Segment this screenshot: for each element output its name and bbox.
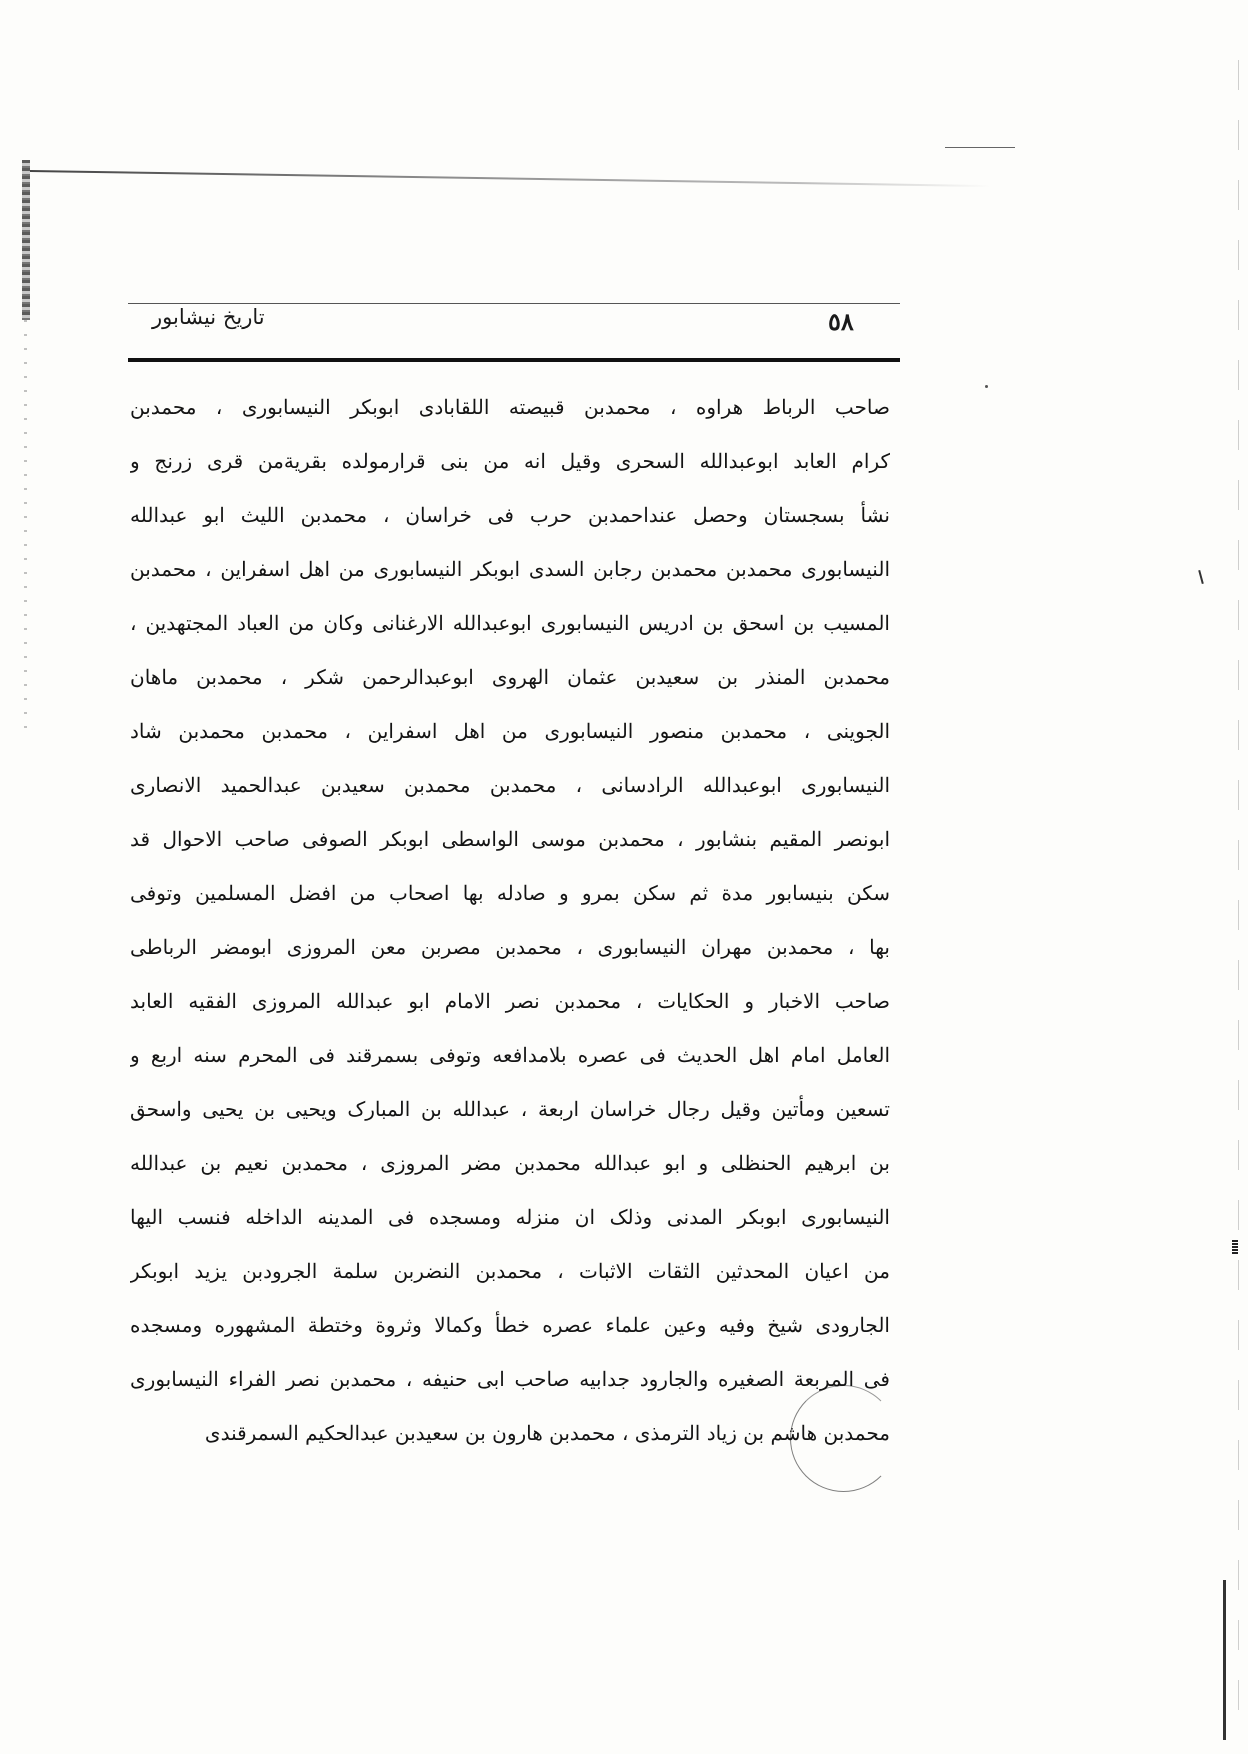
- text-line: تسعین ومأتین وقیل رجال خراسان اربعة ، عبدالله بن المبارک ویحیی بن یحیی واسحق: [130, 1097, 890, 1121]
- text-line: النیسابوری محمدبن محمدبن رجابن السدی ابوبکر النیسابوری من اهل اسفراین ، محمدبن: [130, 557, 890, 581]
- scan-shadow-line: [30, 170, 990, 187]
- scan-stray-dot: [985, 385, 988, 388]
- scan-right-edge-mark: [1232, 1240, 1238, 1254]
- text-line: صاحب الرباط هراوه ، محمدبن قبیصته اللقابادی ابوبکر النیسابوری ، محمدبن: [130, 395, 890, 419]
- scan-binding-edge: [22, 160, 30, 320]
- scan-binding-edge-tail: [24, 320, 27, 740]
- text-line: فی المربعة الصغیره والجارود جدابیه صاحب ابی حنیفه ، محمدبن نصر الفراء النیسابوری: [130, 1367, 890, 1391]
- text-line: الجوینی ، محمدبن منصور النیسابوری من اهل اسفراین ، محمدبن محمدبن شاد: [130, 719, 890, 743]
- text-line: محمدبن هاشم بن زیاد الترمذی ، محمدبن هارون بن سعیدبن عبدالحکیم السمرقندی: [204, 1421, 890, 1445]
- scan-corner-line: [945, 147, 1015, 148]
- page-header: [128, 295, 900, 365]
- header-rule: [128, 358, 900, 362]
- text-line: کرام العابد ابوعبدالله السحری وقیل انه من بنی قرارمولده بقریةمن قری زرنج و: [130, 449, 890, 473]
- scan-stray-mark: [1198, 570, 1204, 584]
- page-number: ٥٨: [828, 307, 854, 336]
- text-line: بن ابرهیم الحنظلی و ابو عبدالله محمدبن مضر المروزی ، محمدبن نعیم بن عبدالله: [130, 1151, 890, 1175]
- text-line: ابونصر المقیم بنشابور ، محمدبن موسی الواسطی ابوبکر الصوفی صاحب الاحوال قد: [130, 827, 890, 851]
- scan-right-margin-rule: [1238, 60, 1239, 1740]
- running-title: تاریخ نیشابور: [152, 305, 265, 329]
- text-line: سکن بنیسابور مدة ثم سکن بمرو و صادله بها اصحاب من افضل المسلمین وتوفی: [130, 881, 890, 905]
- text-line: محمدبن المنذر بن سعیدبن عثمان الهروی ابوعبدالرحمن شکر ، محمدبن ماهان: [130, 665, 890, 689]
- text-line: صاحب الاخبار و الحکایات ، محمدبن نصر الامام ابو عبدالله المروزی الفقیه العابد: [130, 989, 890, 1013]
- header-top-rule: [128, 303, 900, 304]
- text-line: نشأ بسجستان وحصل عنداحمدبن حرب فی خراسان ، محمدبن اللیث ابو عبدالله: [130, 503, 890, 527]
- text-line: العامل امام اهل الحدیث فی عصره بلامدافعه وتوفی بسمرقند فی المحرم سنه اربع و: [130, 1043, 890, 1067]
- text-line: النیسابوری ابوبکر المدنی وذلک ان منزله ومسجده فی المدینه الداخله فنسب الیها: [130, 1205, 890, 1229]
- text-line: من اعیان المحدثین الثقات الاثبات ، محمدبن النضربن سلمة الجرودبن یزید ابوبکر: [130, 1259, 890, 1283]
- text-line: النیسابوری ابوعبدالله الرادسانی ، محمدبن محمدبن سعیدبن عبدالحمید الانصاری: [130, 773, 890, 797]
- body-text: [130, 380, 890, 1510]
- text-line: بها ، محمدبن مهران النیسابوری ، محمدبن مصربن معن المروزی ابومضر الرباطی: [130, 935, 890, 959]
- scan-right-dark-edge: [1223, 1580, 1226, 1740]
- text-line: الجارودی شیخ وفیه وعین علماء عصره خطأ وکمالا وثروة وختطة المشهوره ومسجده: [130, 1313, 890, 1337]
- text-line: المسیب بن اسحق بن ادریس النیسابوری ابوعبدالله الارغنانی وکان من العباد المجتهدین ،: [130, 611, 890, 635]
